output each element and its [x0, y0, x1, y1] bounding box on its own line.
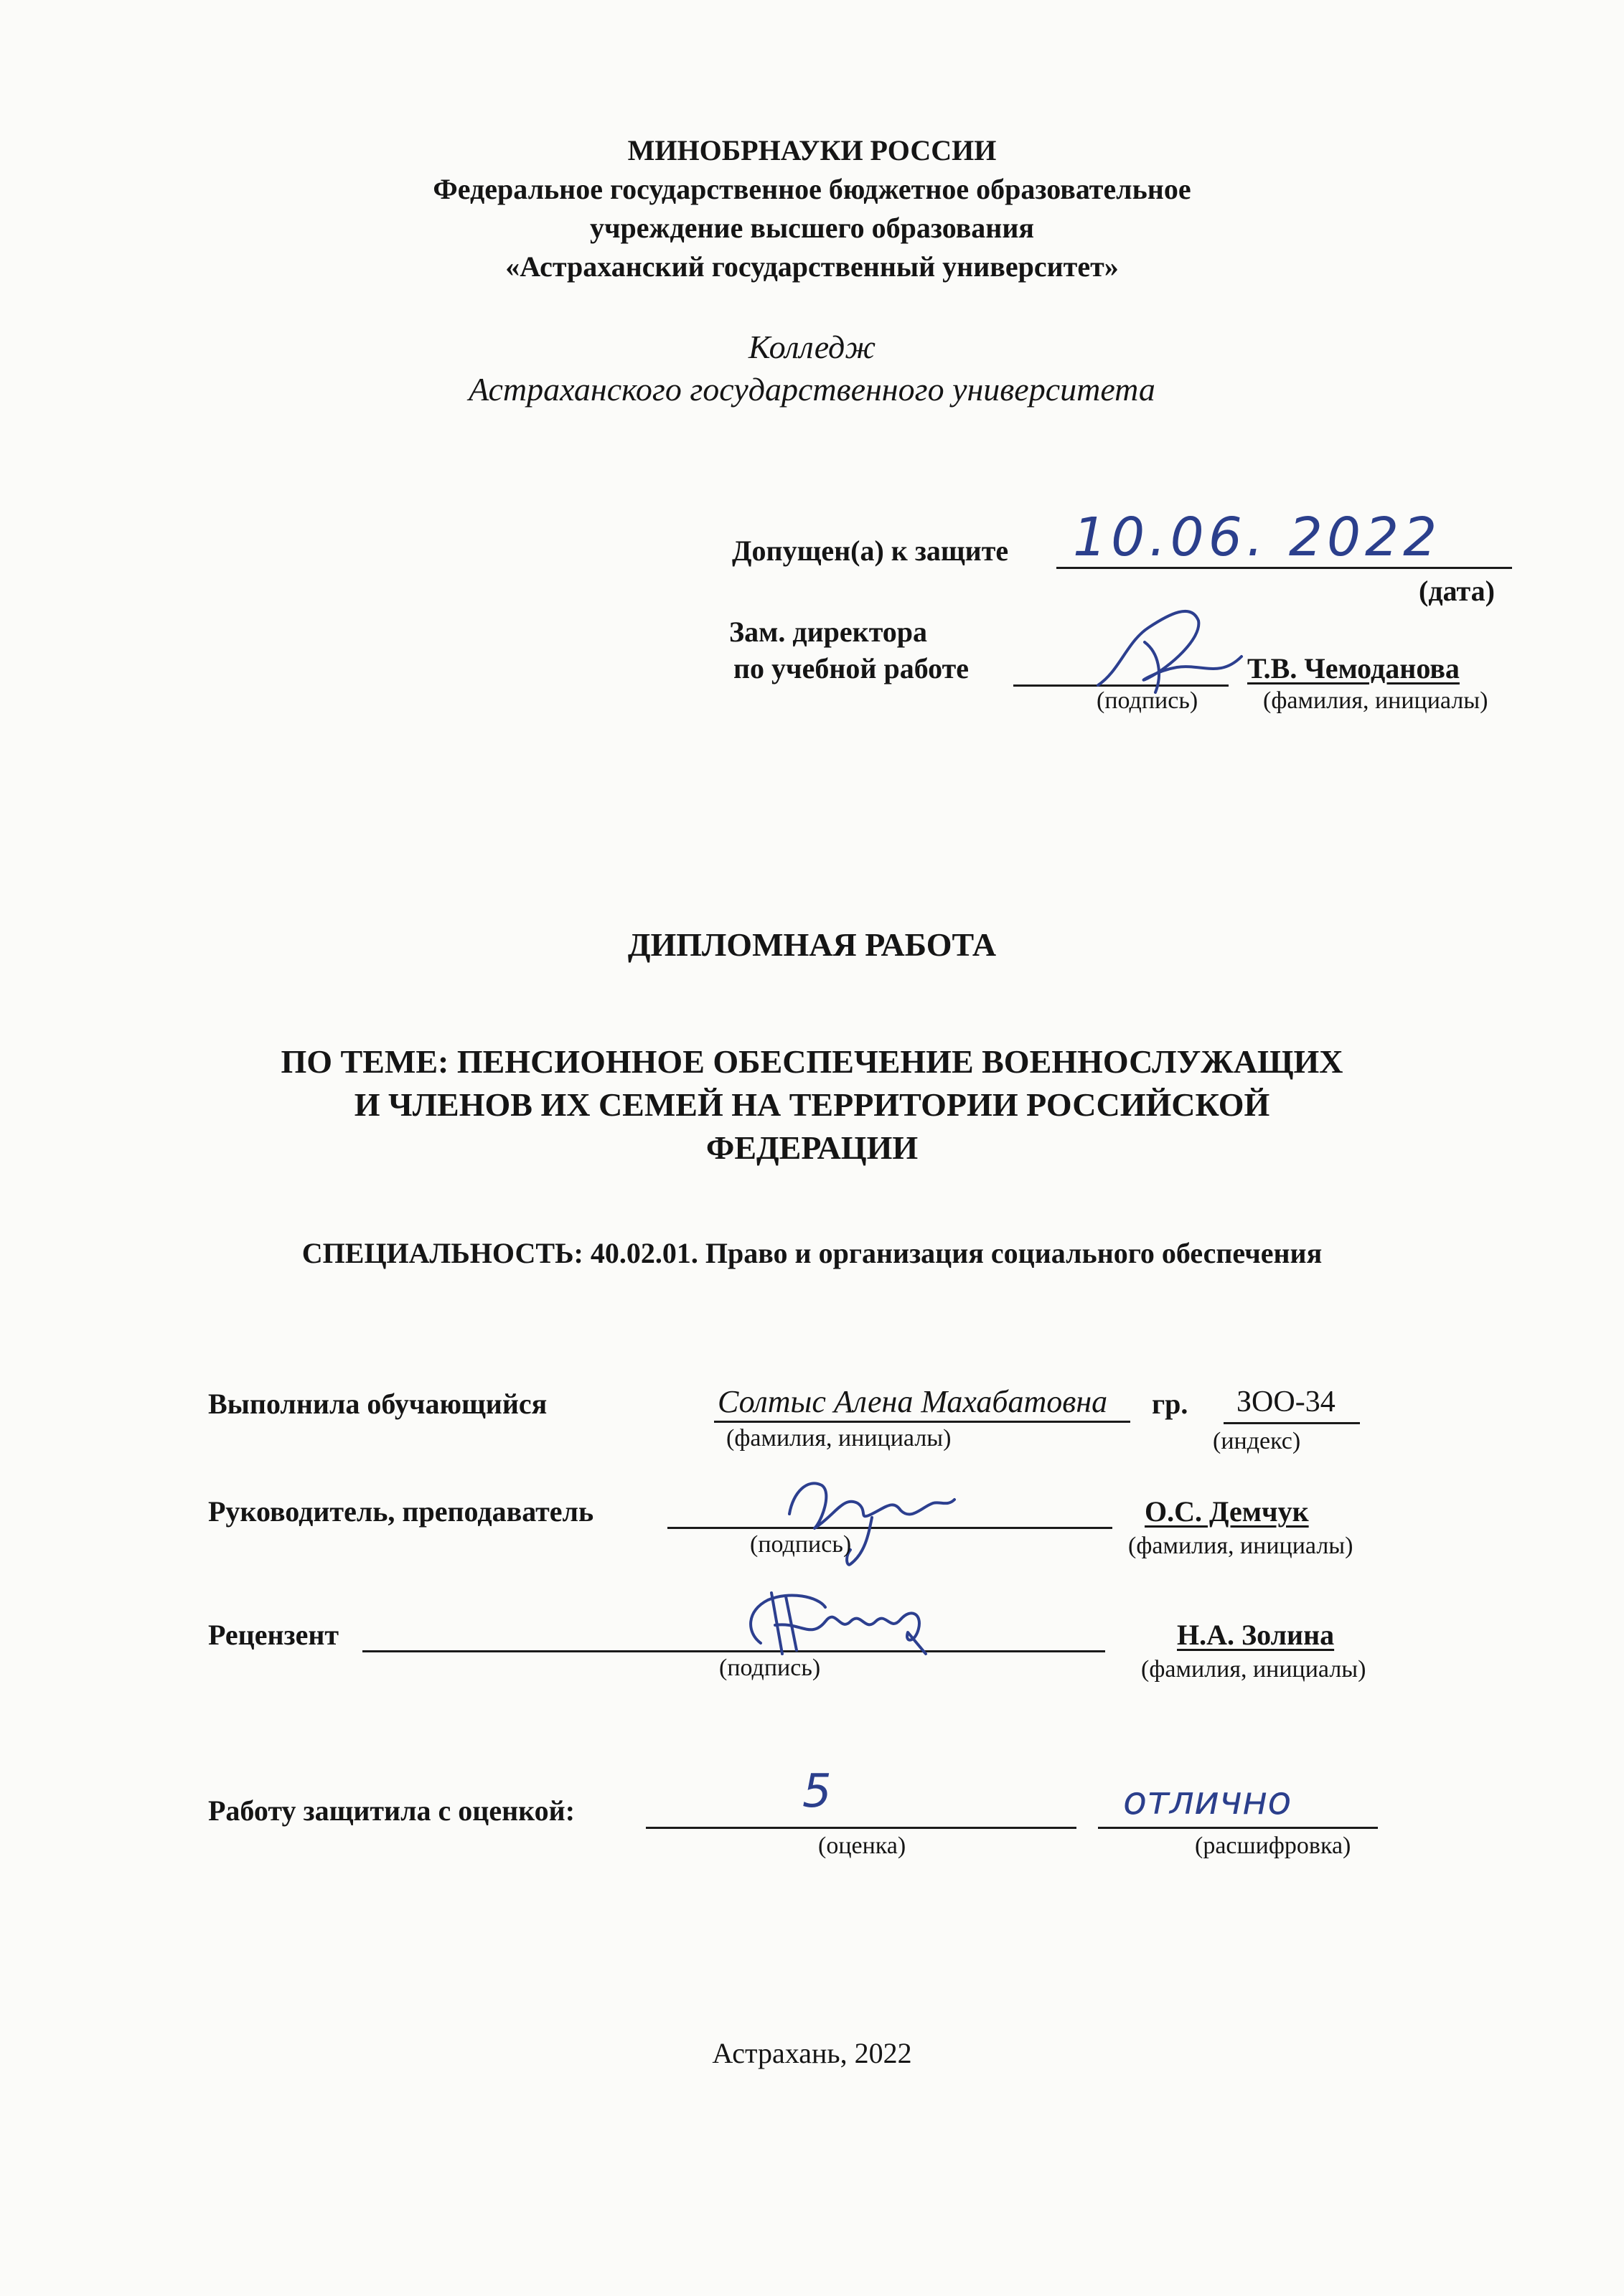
topic-line-3: ФЕДЕРАЦИИ: [705, 1129, 919, 1166]
student-name-line: [714, 1421, 1130, 1423]
topic-line-2: И ЧЛЕНОВ ИХ СЕМЕЙ НА ТЕРРИТОРИИ РОССИЙСКОЙ: [354, 1086, 1270, 1123]
deputy-line-2: по учебной работе: [733, 652, 970, 684]
city-year: Астрахань, 2022: [712, 2037, 912, 2069]
admission-date-caption: (дата): [1419, 575, 1495, 607]
topic-line-1: ПО ТЕМЕ: ПЕНСИОННОЕ ОБЕСПЕЧЕНИЕ ВОЕННОСЛУЖАЩИХ: [281, 1043, 1343, 1080]
deputy-name-caption: (фамилия, инициалы): [1263, 687, 1488, 714]
student-name-caption: (фамилия, инициалы): [726, 1425, 952, 1452]
group-value: ЗОО-34: [1236, 1385, 1336, 1418]
grade-value-handwritten: 5: [802, 1765, 832, 1818]
deputy-signature-caption: (подпись): [1097, 687, 1198, 714]
supervisor-signature-caption: (подпись): [750, 1531, 852, 1558]
grade-text-handwritten: отлично: [1123, 1778, 1292, 1823]
grade-value-line: [646, 1827, 1076, 1829]
reviewer-label: Рецензент: [208, 1619, 339, 1651]
student-label: Выполнила обучающийся: [208, 1388, 548, 1420]
grade-value-caption: (оценка): [818, 1832, 906, 1859]
org-line-2: учреждение высшего образования: [589, 212, 1035, 244]
student-name: Солтыс Алена Махабатовна: [718, 1384, 1108, 1419]
group-label: гр.: [1152, 1388, 1188, 1420]
grade-text-caption: (расшифровка): [1195, 1832, 1351, 1859]
reviewer-name: Н.А. Золина: [1177, 1619, 1335, 1651]
group-line: [1224, 1422, 1360, 1424]
college-line-2: Астраханского государственного университета: [469, 371, 1155, 408]
deputy-name: Т.В. Чемоданова: [1247, 652, 1460, 684]
college-line-1: Колледж: [748, 329, 876, 365]
group-caption: (индекс): [1213, 1428, 1301, 1454]
admission-label: Допущен(а) к защите: [732, 535, 1009, 567]
supervisor-name: О.С. Демчук: [1145, 1495, 1309, 1528]
work-type-title: ДИПЛОМНАЯ РАБОТА: [627, 926, 997, 963]
grade-text-line: [1098, 1827, 1378, 1829]
deputy-line-1: Зам. директора: [729, 616, 928, 648]
supervisor-name-caption: (фамилия, инициалы): [1128, 1533, 1353, 1559]
grade-label: Работу защитила с оценкой:: [208, 1794, 576, 1827]
supervisor-label: Руководитель, преподаватель: [208, 1495, 594, 1528]
ministry-title: МИНОБРНАУКИ РОССИИ: [627, 134, 997, 166]
specialty-label: СПЕЦИАЛЬНОСТЬ:: [301, 1237, 583, 1269]
reviewer-name-caption: (фамилия, инициалы): [1141, 1656, 1366, 1683]
admission-date-handwritten: 10.06. 2022: [1073, 507, 1442, 568]
university-name: «Астраханский государственный университет»: [505, 250, 1119, 283]
specialty: [0, 1236, 1624, 1270]
reviewer-signature-caption: (подпись): [719, 1655, 821, 1681]
org-line-1: Федеральное государственное бюджетное образовательное: [433, 173, 1191, 205]
specialty-value: 40.02.01. Право и организация социального обеспечения: [590, 1237, 1323, 1269]
